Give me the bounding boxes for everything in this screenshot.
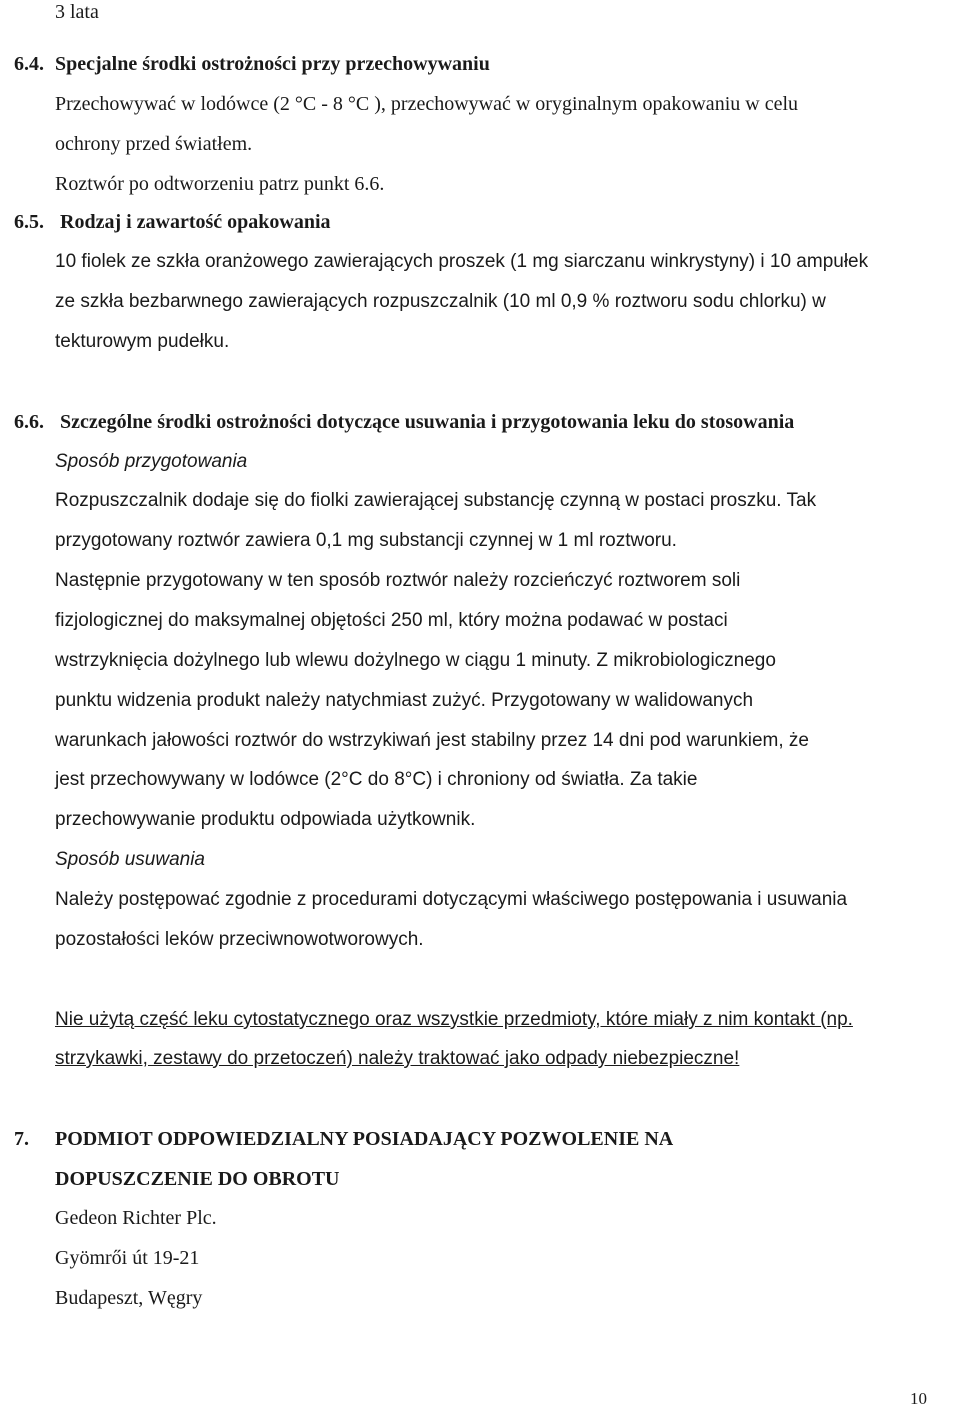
section-7-heading: DOPUSZCZENIE DO OBROTU: [55, 1168, 340, 1190]
section-6-5-heading: Rodzaj i zawartość opakowania: [60, 211, 331, 233]
holder-address-line: Gyömrői út 19-21: [55, 1247, 200, 1269]
section-6-6-number: 6.6.: [14, 411, 44, 433]
section-6-5-number: 6.5.: [14, 211, 44, 233]
section-6-5-line: tekturowym pudełku.: [55, 331, 230, 352]
hazard-warning-line: Nie użytą część leku cytostatycznego oraz wszystkie przedmioty, które miały z nim kontakt (np.: [55, 1009, 853, 1030]
preparation-line: warunkach jałowości roztwór do wstrzykiwań jest stabilny przez 14 dni pod warunkiem, że: [55, 730, 809, 751]
section-7-heading: PODMIOT ODPOWIEDZIALNY POSIADAJĄCY POZWOLENIE NA: [55, 1128, 674, 1150]
shelf-life-value: 3 lata: [55, 1, 99, 23]
section-6-4-heading: Specjalne środki ostrożności przy przechowywaniu: [55, 53, 490, 75]
preparation-line: Rozpuszczalnik dodaje się do fiolki zawierającej substancję czynną w postaci proszku. Tak: [55, 490, 817, 511]
preparation-line: Następnie przygotowany w ten sposób roztwór należy rozcieńczyć roztworem soli: [55, 570, 741, 591]
disposal-line: Należy postępować zgodnie z procedurami dotyczącymi właściwego postępowania i usuwania: [55, 889, 848, 910]
hazard-warning-line: strzykawki, zestawy do przetoczeń) należy traktować jako odpady niebezpieczne!: [55, 1048, 740, 1069]
preparation-line: wstrzyknięcia dożylnego lub wlewu dożylnego w ciągu 1 minuty. Z mikrobiologicznego: [55, 650, 776, 671]
section-6-4-number: 6.4.: [14, 53, 44, 75]
preparation-line: jest przechowywany w lodówce (2°C do 8°C) i chroniony od światła. Za takie: [55, 769, 698, 790]
section-6-4-line: Przechowywać w lodówce (2 °C - 8 °C ), przechowywać w oryginalnym opakowaniu w celu: [55, 93, 798, 115]
holder-address-line: Budapeszt, Węgry: [55, 1287, 203, 1309]
section-6-6-heading: Szczególne środki ostrożności dotyczące usuwania i przygotowania leku do stosowania: [60, 411, 795, 433]
holder-address-line: Gedeon Richter Plc.: [55, 1207, 217, 1229]
preparation-line: punktu widzenia produkt należy natychmiast zużyć. Przygotowany w walidowanych: [55, 690, 754, 711]
preparation-subheading: Sposób przygotowania: [55, 451, 248, 472]
disposal-line: pozostałości leków przeciwnowotworowych.: [55, 929, 424, 950]
preparation-line: przygotowany roztwór zawiera 0,1 mg substancji czynnej w 1 ml roztworu.: [55, 530, 677, 551]
section-7-number: 7.: [14, 1128, 29, 1150]
preparation-line: przechowywanie produktu odpowiada użytkownik.: [55, 809, 476, 830]
section-6-5-line: ze szkła bezbarwnego zawierających rozpuszczalnik (10 ml 0,9 % roztworu sodu chlorku) w: [55, 291, 826, 312]
disposal-subheading: Sposób usuwania: [55, 849, 205, 870]
section-6-4-line: Roztwór po odtworzeniu patrz punkt 6.6.: [55, 173, 385, 195]
preparation-line: fizjologicznej do maksymalnej objętości 250 ml, który można podawać w postaci: [55, 610, 728, 631]
section-6-5-line: 10 fiolek ze szkła oranżowego zawierających proszek (1 mg siarczanu winkrystyny) i 10 ampułek: [55, 251, 869, 272]
page-number: 10: [910, 1389, 927, 1408]
section-6-4-line: ochrony przed światłem.: [55, 133, 253, 155]
